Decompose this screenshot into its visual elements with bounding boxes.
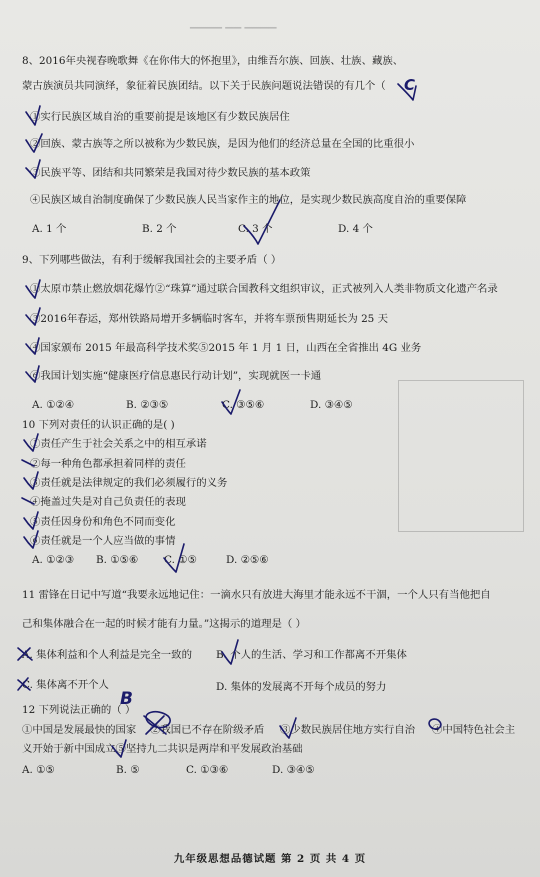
q10-option-6: ⑥责任就是一个人应当做的事情: [30, 535, 176, 547]
q9-choice-b: B. ②③⑤: [126, 399, 169, 411]
q11-option-a: A. 集体利益和个人利益是完全一致的: [22, 649, 192, 661]
q11-option-b: B. 个人的生活、学习和工作都离不开集体: [216, 649, 407, 661]
q8-option-4: ④民族区域自治制度确保了少数民族人民当家作主的地位，是实现少数民族高度自治的重要保障: [30, 194, 467, 206]
q12-option-3: ③少数民族居住地方实行自治: [280, 724, 416, 736]
q8-stem-line1: 8、2016年央视春晚歌舞《在你伟大的怀抱里》，由维吾尔族、回族、壮族、藏族、: [22, 55, 404, 67]
q10-choice-c: C. ①⑤: [164, 554, 197, 566]
q10-choice-d: D. ②⑤⑥: [226, 554, 269, 566]
q9-option-6: ⑥我国计划实施“健康医疗信息惠民行动计划”，实现就医一卡通: [30, 370, 322, 382]
q10-choice-b: B. ①⑤⑥: [96, 554, 139, 566]
q12-handwritten-answer: B: [120, 689, 133, 709]
q8-option-3: ③民族平等、团结和共同繁荣是我国对待少数民族的基本政策: [30, 167, 311, 179]
q10-option-3: ③责任就是法律规定的我们必须履行的义务: [30, 477, 228, 489]
q9-choice-d: D. ③④⑤: [310, 399, 353, 411]
q9-choice-c: C. ③⑤⑥: [222, 399, 265, 411]
q12-choice-a: A. ①⑤: [22, 764, 55, 776]
q12-choice-c: C. ①③⑥: [186, 764, 229, 776]
q12-option-2: ②我国已不存在阶级矛盾: [150, 724, 265, 736]
q12-option-1: ①中国是发展最快的国家: [22, 724, 137, 736]
q9-option-1-2: ①太原市禁止燃放烟花爆竹②“珠算”通过联合国教科文组织审议，正式被列入人类非物质文化遗产名录: [30, 283, 498, 295]
q12-option-4: ④中国特色社会主: [432, 724, 516, 736]
q11-option-d: D. 集体的发展离不开每个成员的努力: [216, 681, 387, 693]
q8-option-1: ①实行民族区域自治的重要前提是该地区有少数民族居住: [30, 111, 290, 123]
q10-choice-a: A. ①②③: [32, 554, 75, 566]
q8-handwritten-answer: C: [404, 76, 416, 94]
q8-choice-c: C. 3 个: [238, 223, 273, 235]
q10-option-2: ②每一种角色都承担着同样的责任: [30, 458, 186, 470]
q10-stem: 10 下列对责任的认识正确的是( ): [22, 419, 175, 431]
q8-option-2: ②回族、蒙古族等之所以被称为少数民族，是因为他们的经济总量在全国的比重很小: [30, 138, 415, 150]
bleed-through-box: [398, 380, 524, 532]
q9-option-3: ③2016年春运，郑州铁路局增开多辆临时客车，并将车票预售期延长为 25 天: [30, 313, 388, 325]
page-footer: 九年级思想品德试题 第 2 页 共 4 页: [173, 853, 367, 865]
q9-stem: 9、下列哪些做法，有利于缓解我国社会的主要矛盾（ ）: [22, 254, 282, 266]
q8-choice-b: B. 2 个: [142, 223, 177, 235]
q8-stem-line2: 蒙古族演员共同演绎，象征着民族团结。以下关于民族问题说法错误的有几个（: [22, 80, 386, 92]
q10-option-4: ④掩盖过失是对自己负责任的表现: [30, 496, 186, 508]
bleed-through-text: ▁▁▁▁ ▁▁ ▁▁▁▁: [190, 17, 277, 29]
q10-option-1: ①责任产生于社会关系之中的相互承诺: [30, 438, 207, 450]
q11-stem-line2: 己和集体融合在一起的时候才能有力量。”这揭示的道理是（ ）: [22, 618, 306, 630]
q12-choice-b: B. ⑤: [116, 764, 140, 776]
q10-option-5: ⑤责任因身份和角色不同而变化: [30, 516, 176, 528]
q8-choice-d: D. 4 个: [338, 223, 373, 235]
q12-stem: 12 下列说法正确的（ ）: [22, 704, 136, 716]
q9-choice-a: A. ①②④: [32, 399, 75, 411]
q8-choice-a: A. 1 个: [32, 223, 67, 235]
q11-option-c: C. 集体离不开个人: [22, 679, 109, 691]
q12-option-line2: 义开始于新中国成立⑤坚持九二共识是两岸和平发展政治基础: [22, 743, 303, 755]
q9-option-4-5: ④国家颁布 2015 年最高科学技术奖⑤2015 年 1 月 1 日，山西在全省推出 4G 业务: [30, 342, 422, 354]
q12-choice-d: D. ③④⑤: [272, 764, 315, 776]
q11-stem-line1: 11 雷锋在日记中写道“我要永远地记住：一滴水只有放进大海里才能永远不干涸，一个人只有当他把自: [22, 589, 491, 601]
